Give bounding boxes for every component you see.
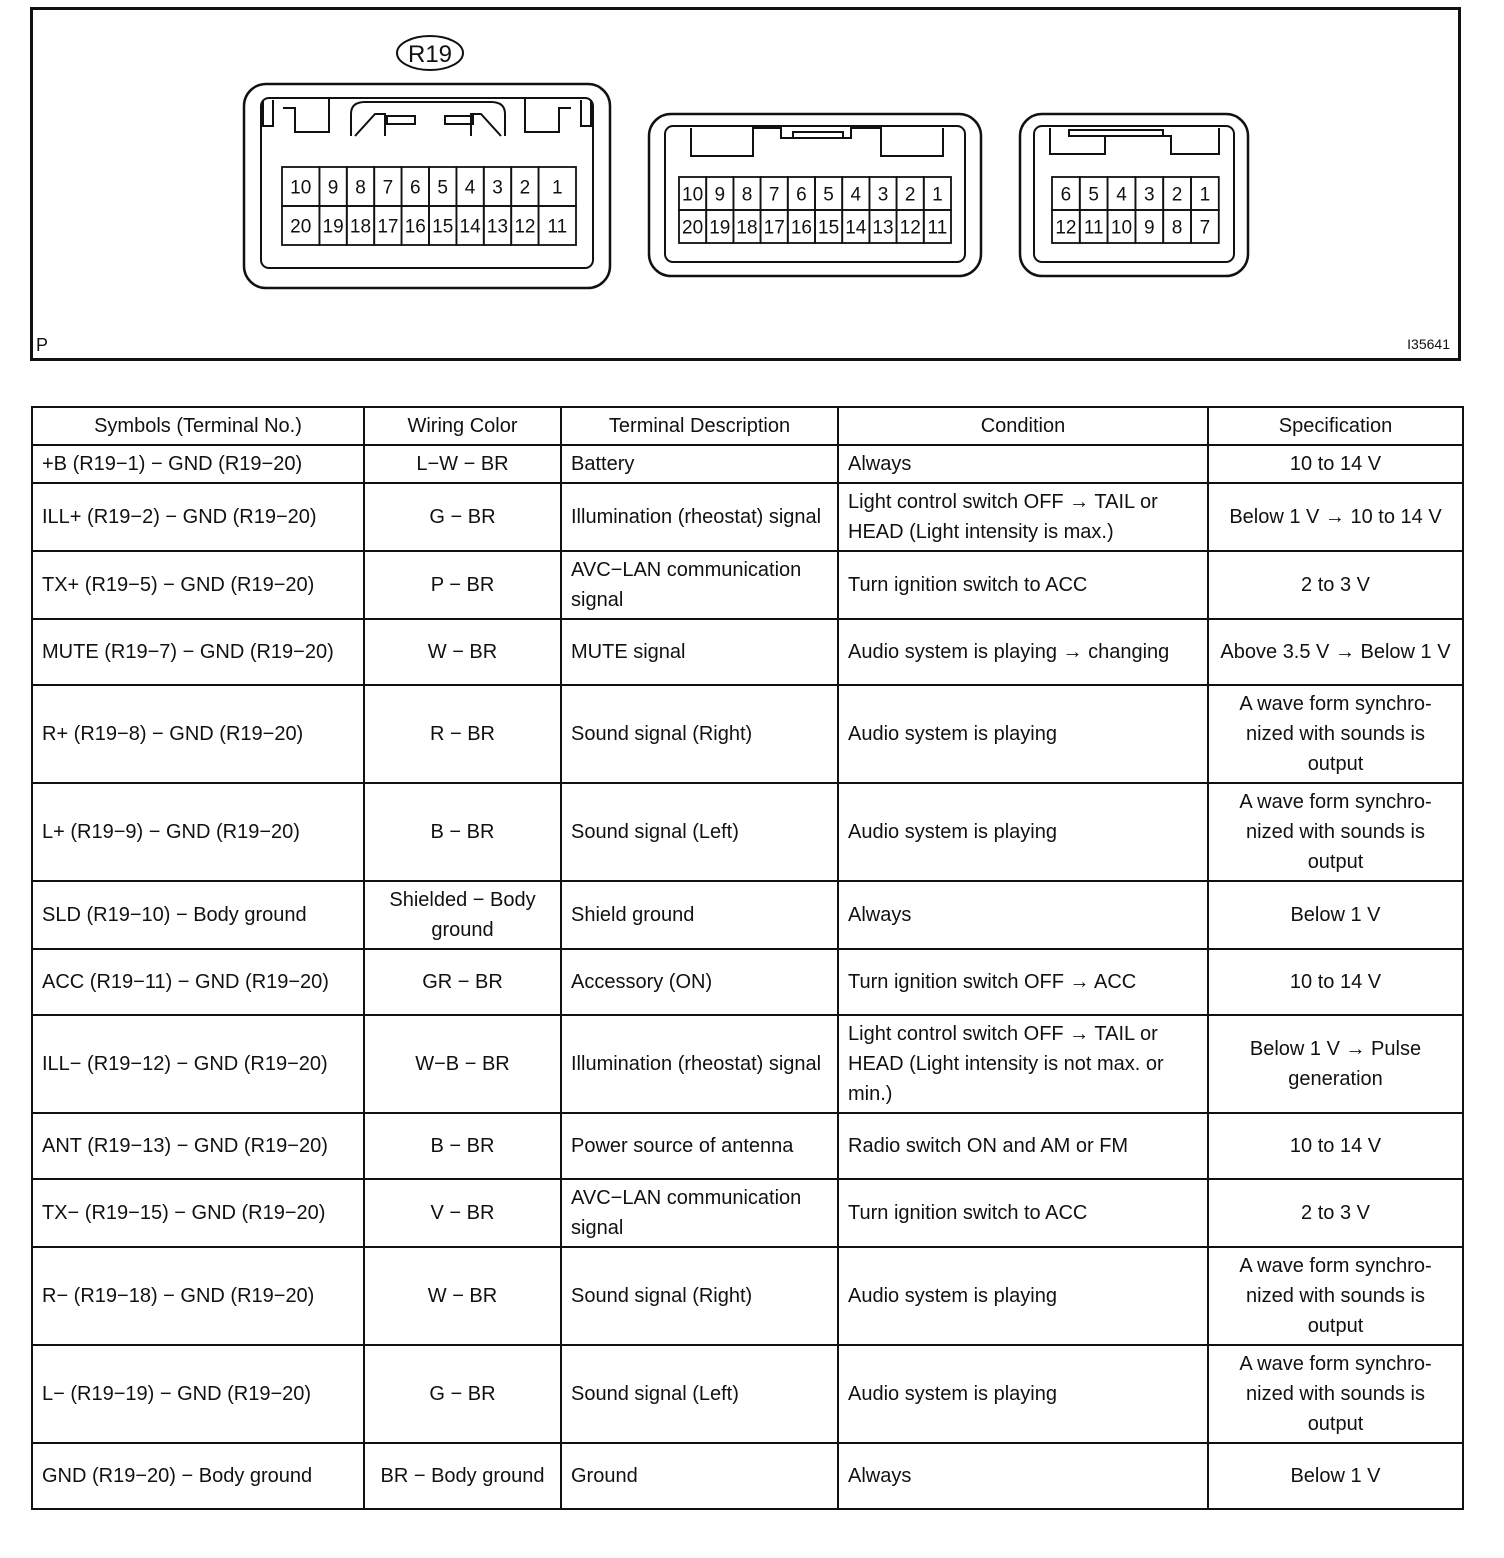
pin-number: 4 — [850, 184, 862, 206]
pin-number: 9 — [1144, 217, 1155, 239]
cell-terminal-description: AVC−LAN communication signal — [561, 1179, 838, 1247]
cell-specification: A wave form synchro-nized with sounds is output — [1208, 1345, 1463, 1443]
cell-symbols: R− (R19−18) − GND (R19−20) — [32, 1247, 364, 1345]
cell-wiring-color: B − BR — [364, 1113, 561, 1179]
cell-condition: Always — [838, 1443, 1208, 1509]
table-row — [32, 881, 1463, 949]
header-terminal-description: Terminal Description — [561, 407, 838, 445]
cell-specification: Below 1 V — [1208, 881, 1463, 949]
cell-condition: Light control switch OFF → TAIL or HEAD (Light intensity is max.) — [838, 483, 1208, 551]
pin-number: 16 — [790, 217, 812, 239]
cell-specification: Below 1 V — [1208, 1443, 1463, 1509]
cell-wiring-color: Shielded − Body ground — [364, 881, 561, 949]
cell-symbols: L− (R19−19) − GND (R19−20) — [32, 1345, 364, 1443]
pin-number: 1 — [552, 177, 563, 199]
table-row — [32, 445, 1463, 483]
pin-number: 7 — [382, 177, 394, 199]
cell-wiring-color: W−B − BR — [364, 1015, 561, 1113]
pin-number: 7 — [1199, 217, 1211, 239]
cell-symbols: TX− (R19−15) − GND (R19−20) — [32, 1179, 364, 1247]
cell-specification: A wave form synchro-nized with sounds is output — [1208, 1247, 1463, 1345]
cell-condition: Always — [838, 881, 1208, 949]
cell-wiring-color: G − BR — [364, 483, 561, 551]
table-row — [32, 949, 1463, 1015]
right-connector — [1020, 114, 1248, 276]
cell-condition: Turn ignition switch to ACC — [838, 551, 1208, 619]
cell-specification: 2 to 3 V — [1208, 1179, 1463, 1247]
table-row — [32, 1015, 1463, 1113]
cell-condition: Always — [838, 445, 1208, 483]
cell-symbols: ILL+ (R19−2) − GND (R19−20) — [32, 483, 364, 551]
right-pin-grid — [1052, 177, 1219, 243]
pin-number: 13 — [872, 217, 894, 239]
cell-wiring-color: GR − BR — [364, 949, 561, 1015]
cell-specification: 10 to 14 V — [1208, 1113, 1463, 1179]
pin-number: 5 — [437, 177, 448, 199]
pin-number: 9 — [327, 177, 339, 199]
cell-terminal-description: Ground — [561, 1443, 838, 1509]
table-row — [32, 1113, 1463, 1179]
cell-wiring-color: L−W − BR — [364, 445, 561, 483]
r19-pin-grid — [282, 167, 576, 245]
pin-number: 20 — [682, 217, 704, 239]
cell-terminal-description: Illumination (rheostat) signal — [561, 1015, 838, 1113]
table-row — [32, 1179, 1463, 1247]
pin-number: 6 — [796, 184, 807, 206]
cell-condition: Light control switch OFF → TAIL or HEAD (Light intensity is not max. or min.) — [838, 1015, 1208, 1113]
cell-specification: Above 3.5 V → Below 1 V — [1208, 619, 1463, 685]
pin-number: 12 — [1055, 217, 1077, 239]
table-row — [32, 1443, 1463, 1509]
pin-number: 2 — [904, 184, 916, 206]
pin-number: 8 — [741, 184, 753, 206]
connector-label: R19 — [407, 41, 453, 68]
cell-specification: 10 to 14 V — [1208, 949, 1463, 1015]
table-row — [32, 783, 1463, 881]
pin-number: 3 — [877, 184, 889, 206]
cell-symbols: ANT (R19−13) − GND (R19−20) — [32, 1113, 364, 1179]
cell-condition: Turn ignition switch OFF → ACC — [838, 949, 1208, 1015]
pin-number: 10 — [1110, 217, 1133, 239]
cell-wiring-color: BR − Body ground — [364, 1443, 561, 1509]
pin-number: 9 — [714, 184, 726, 206]
pin-number: 11 — [1083, 217, 1104, 239]
table-body — [32, 445, 1463, 1509]
pin-number: 2 — [1171, 184, 1183, 206]
cell-symbols: +B (R19−1) − GND (R19−20) — [32, 445, 364, 483]
pin-number: 2 — [519, 177, 531, 199]
cell-terminal-description: Sound signal (Left) — [561, 1345, 838, 1443]
pin-number: 19 — [322, 216, 344, 238]
table-header-row — [32, 407, 1463, 445]
cell-terminal-description: AVC−LAN communication signal — [561, 551, 838, 619]
cell-specification: A wave form synchro-nized with sounds is output — [1208, 783, 1463, 881]
pin-number: 4 — [464, 177, 476, 199]
cell-specification: 10 to 14 V — [1208, 445, 1463, 483]
pin-number: 1 — [932, 184, 943, 206]
pin-number: 10 — [682, 184, 704, 206]
pin-number: 12 — [899, 217, 921, 239]
cell-condition: Radio switch ON and AM or FM — [838, 1113, 1208, 1179]
header-specification: Specification — [1208, 407, 1463, 445]
cell-terminal-description: Sound signal (Left) — [561, 783, 838, 881]
cell-condition: Turn ignition switch to ACC — [838, 1179, 1208, 1247]
pin-number: 6 — [410, 177, 421, 199]
cell-terminal-description: Accessory (ON) — [561, 949, 838, 1015]
cell-symbols: SLD (R19−10) − Body ground — [32, 881, 364, 949]
pin-number: 8 — [1171, 217, 1183, 239]
connector-figure — [30, 7, 1461, 361]
pin-number: 3 — [1144, 184, 1155, 206]
cell-wiring-color: W − BR — [364, 619, 561, 685]
cell-specification: Below 1 V → 10 to 14 V — [1208, 483, 1463, 551]
table-row — [32, 551, 1463, 619]
cell-symbols: ILL− (R19−12) − GND (R19−20) — [32, 1015, 364, 1113]
corner-label-left: P — [36, 335, 49, 355]
cell-specification: Below 1 V → Pulse generation — [1208, 1015, 1463, 1113]
cell-symbols: L+ (R19−9) − GND (R19−20) — [32, 783, 364, 881]
header-condition: Condition — [838, 407, 1208, 445]
cell-specification: A wave form synchro-nized with sounds is output — [1208, 685, 1463, 783]
cell-symbols: GND (R19−20) − Body ground — [32, 1443, 364, 1509]
cell-symbols: MUTE (R19−7) − GND (R19−20) — [32, 619, 364, 685]
table-row — [32, 1247, 1463, 1345]
middle-pin-grid — [679, 177, 951, 243]
pin-number: 3 — [492, 177, 503, 199]
pin-number: 20 — [290, 216, 312, 238]
cell-symbols: TX+ (R19−5) − GND (R19−20) — [32, 551, 364, 619]
cell-terminal-description: Illumination (rheostat) signal — [561, 483, 838, 551]
cell-terminal-description: Power source of antenna — [561, 1113, 838, 1179]
header-wiring-color: Wiring Color — [364, 407, 561, 445]
cell-condition: Audio system is playing — [838, 1345, 1208, 1443]
cell-wiring-color: V − BR — [364, 1179, 561, 1247]
pin-number: 4 — [1116, 184, 1127, 206]
pin-number: 17 — [763, 217, 785, 239]
pin-number: 16 — [404, 216, 426, 238]
table-row — [32, 483, 1463, 551]
cell-specification: 2 to 3 V — [1208, 551, 1463, 619]
connector-diagram — [33, 10, 1458, 358]
pin-number: 10 — [290, 177, 312, 199]
pin-number: 11 — [927, 217, 948, 239]
cell-condition: Audio system is playing — [838, 783, 1208, 881]
pin-number: 17 — [377, 216, 399, 238]
cell-terminal-description: MUTE signal — [561, 619, 838, 685]
figure-id-label: I35641 — [1407, 336, 1450, 352]
pin-number: 6 — [1060, 184, 1072, 206]
cell-terminal-description: Sound signal (Right) — [561, 685, 838, 783]
terminal-spec-table — [31, 406, 1464, 1510]
pin-number: 1 — [1199, 184, 1211, 206]
pin-number: 15 — [432, 216, 454, 238]
cell-condition: Audio system is playing — [838, 1247, 1208, 1345]
table-row — [32, 685, 1463, 783]
cell-terminal-description: Sound signal (Right) — [561, 1247, 838, 1345]
pin-number: 15 — [818, 217, 840, 239]
cell-wiring-color: G − BR — [364, 1345, 561, 1443]
pin-number: 18 — [736, 217, 758, 239]
cell-condition: Audio system is playing → changing — [838, 619, 1208, 685]
cell-symbols: ACC (R19−11) − GND (R19−20) — [32, 949, 364, 1015]
pin-number: 5 — [823, 184, 834, 206]
table-row — [32, 1345, 1463, 1443]
cell-symbols: R+ (R19−8) − GND (R19−20) — [32, 685, 364, 783]
pin-number: 14 — [459, 216, 481, 238]
cell-wiring-color: P − BR — [364, 551, 561, 619]
pin-number: 5 — [1088, 184, 1099, 206]
pin-number: 19 — [709, 217, 731, 239]
cell-wiring-color: B − BR — [364, 783, 561, 881]
pin-number: 14 — [845, 217, 867, 239]
header-symbols: Symbols (Terminal No.) — [32, 407, 364, 445]
cell-condition: Audio system is playing — [838, 685, 1208, 783]
cell-wiring-color: R − BR — [364, 685, 561, 783]
pin-number: 11 — [547, 216, 568, 238]
pin-number: 13 — [486, 216, 509, 238]
pin-number: 8 — [355, 177, 366, 199]
cell-terminal-description: Shield ground — [561, 881, 838, 949]
pin-number: 12 — [514, 216, 536, 238]
pin-number: 7 — [768, 184, 780, 206]
cell-wiring-color: W − BR — [364, 1247, 561, 1345]
table-row — [32, 619, 1463, 685]
pin-number: 18 — [349, 216, 372, 238]
cell-terminal-description: Battery — [561, 445, 838, 483]
